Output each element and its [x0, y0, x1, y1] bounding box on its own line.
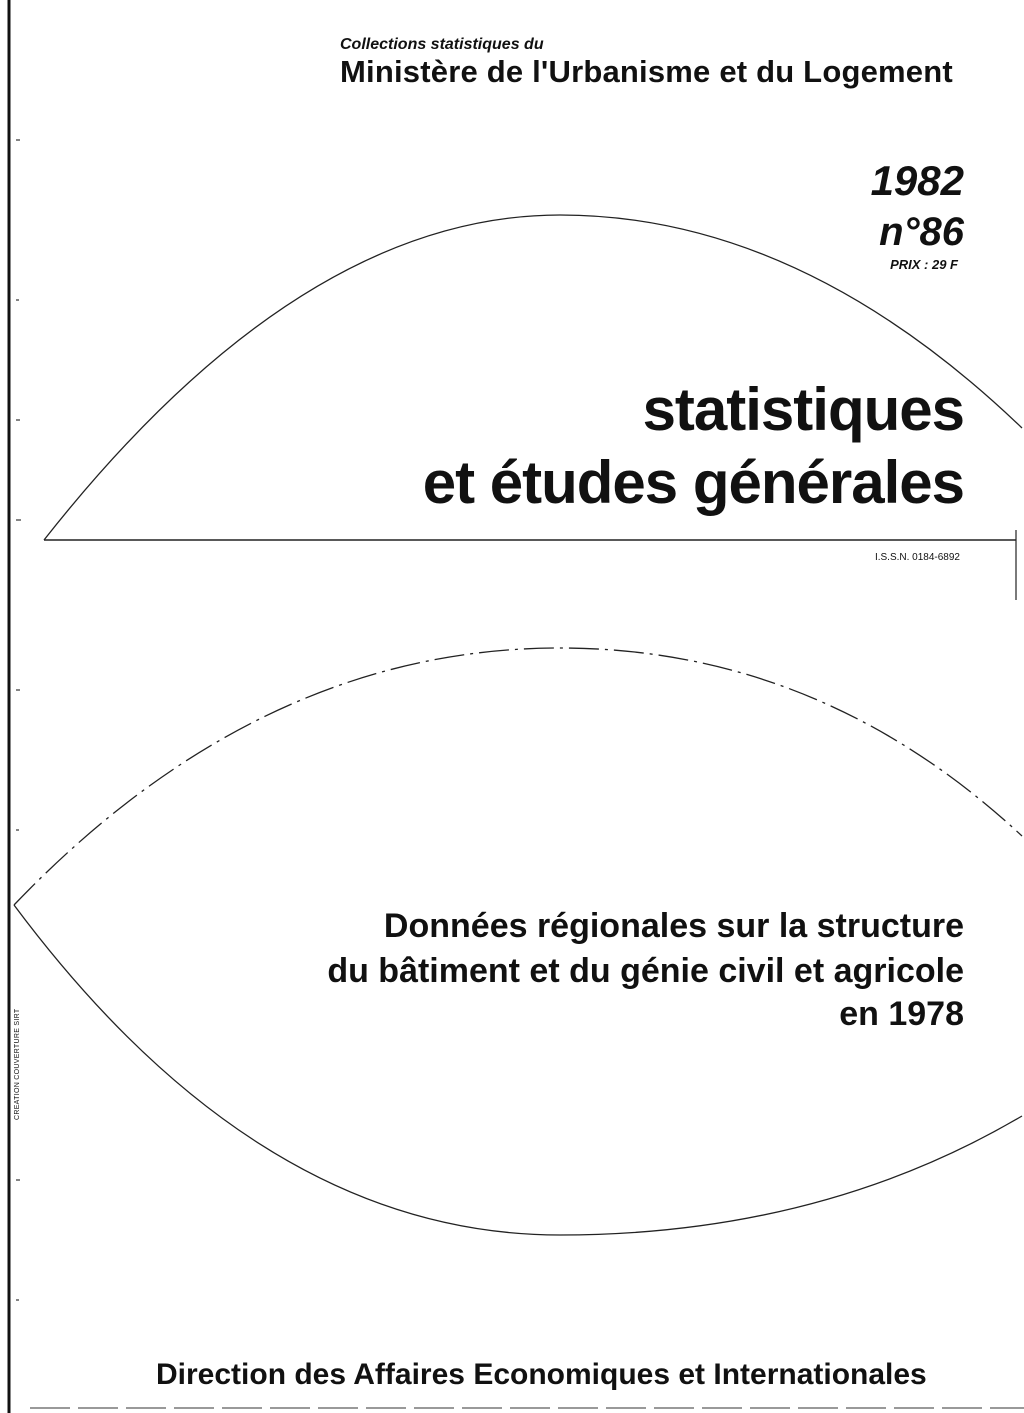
- collection-line: Collections statistiques du: [340, 36, 544, 53]
- issue-number: n°86: [879, 210, 964, 254]
- price-label: PRIX : 29 F: [890, 257, 958, 272]
- subtitle-line1: Données régionales sur la structure: [383, 907, 964, 945]
- subtitle-line3: en 1978: [839, 995, 964, 1033]
- series-title-line1: statistiques: [642, 376, 964, 443]
- directorate-name: Direction des Affaires Economiques et Internationales: [156, 1358, 927, 1391]
- subtitle-line2: du bâtiment et du génie civil et agricole: [327, 952, 964, 990]
- ministry-name: Ministère de l'Urbanisme et du Logement: [340, 54, 953, 89]
- publication-year: 1982: [870, 157, 964, 204]
- lower-lens-top-arc: [14, 648, 1022, 905]
- cover-credit: CREATION COUVERTURE SIRT: [14, 1008, 21, 1120]
- series-title-line2: et études générales: [422, 449, 964, 516]
- margin-marks: [16, 140, 21, 1300]
- issn-number: I.S.S.N. 0184-6892: [874, 552, 960, 563]
